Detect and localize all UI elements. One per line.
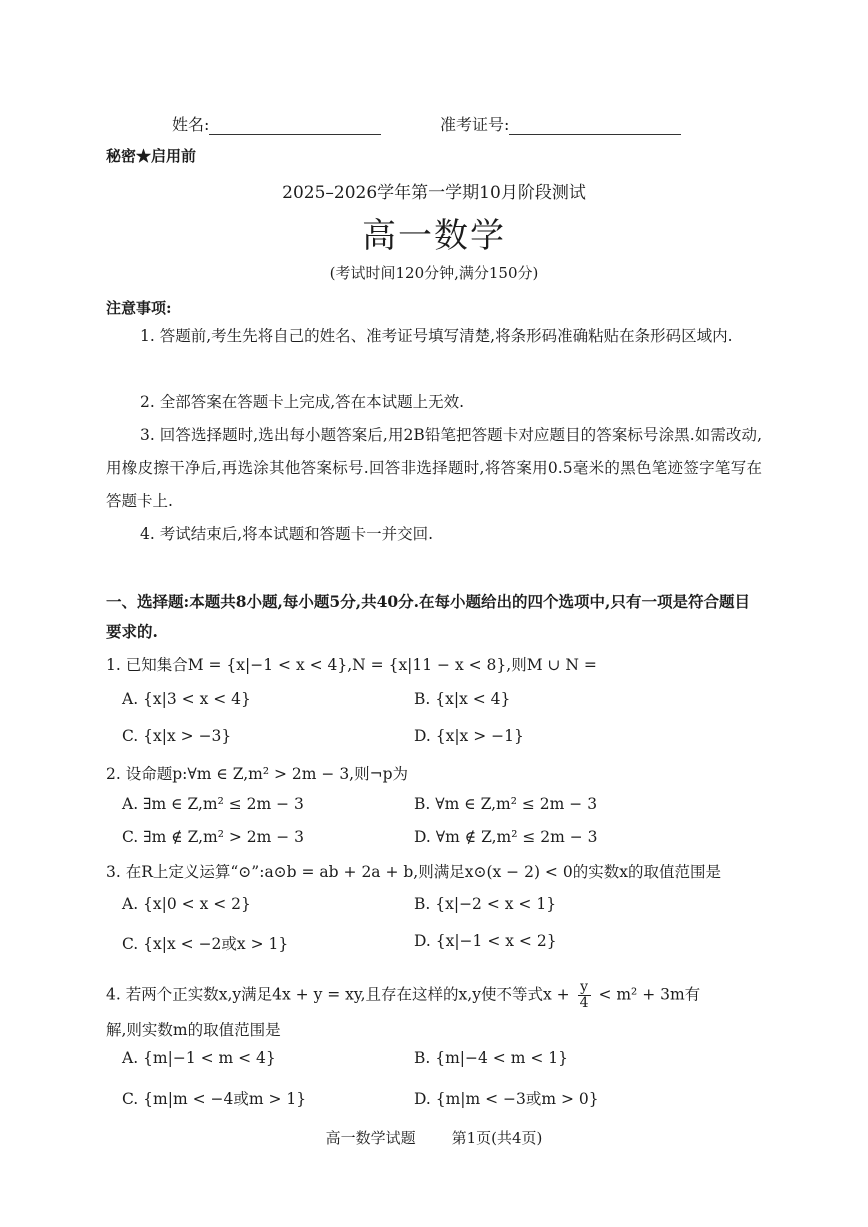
- name-label: 姓名:: [172, 115, 210, 134]
- option-a: A. {x|3 < x < 4}: [122, 690, 251, 708]
- footer-page-number: 第1页(共4页): [451, 1129, 543, 1147]
- notes-heading: 注意事项:: [106, 299, 172, 317]
- option-c: C. {x|x > −3}: [122, 727, 232, 745]
- note-item: 3. 回答选择题时,选出每小题答案后,用2B铅笔把答题卡对应题目的答案标号涂黑.如需改动,用橡皮擦干净后,再选涂其他答案标号.回答非选择题时,将答案用0.5毫米的黑色笔迹签字笔写在答题卡上.: [106, 426, 762, 510]
- option-d: D. {m|m < −3或m > 0}: [414, 1090, 599, 1108]
- option-d: D. ∀m ∉ Z,m² ≤ 2m − 3: [414, 828, 598, 846]
- footer-doc-title: 高一数学试题: [325, 1129, 416, 1147]
- question-stem: 3. 在R上定义运算“⊙”:a⊙b = ab + 2a + b,则满足x⊙(x − 2) < 0的实数x的取值范围是: [106, 863, 721, 881]
- note-item: 1. 答题前,考生先将自己的姓名、准考证号填写清楚,将条形码准确粘贴在条形码区域内.: [140, 327, 733, 345]
- option-a: A. {m|−1 < m < 4}: [122, 1049, 276, 1067]
- page-footer: [0, 1127, 868, 1148]
- note-item: 2. 全部答案在答题卡上完成,答在本试题上无效.: [140, 393, 465, 411]
- exam-title: 高一数学: [362, 216, 506, 256]
- option-a: A. ∃m ∈ Z,m² ≤ 2m − 3: [122, 795, 304, 813]
- fraction: [578, 980, 591, 1011]
- option-c: C. {x|x < −2或x > 1}: [122, 935, 289, 953]
- option-b: B. {x|x < 4}: [414, 690, 511, 708]
- option-b: B. {m|−4 < m < 1}: [414, 1049, 568, 1067]
- option-c: C. {m|m < −4或m > 1}: [122, 1090, 307, 1108]
- note-item: 4. 考试结束后,将本试题和答题卡一并交回.: [140, 525, 434, 543]
- section-heading: 一、选择题:本题共8小题,每小题5分,共40分.在每小题给出的四个选项中,只有一项是符合题目要求的.: [106, 592, 750, 641]
- exam-id-blank: [509, 118, 681, 135]
- option-c: C. ∃m ∉ Z,m² > 2m − 3: [122, 828, 305, 846]
- question-stem-line2: 解,则实数m的取值范围是: [106, 1021, 281, 1039]
- question-stem: 2. 设命题p:∀m ∈ Z,m² > 2m − 3,则¬p为: [106, 765, 409, 783]
- exam-time-info: (考试时间120分钟,满分150分): [329, 264, 539, 282]
- exam-subtitle: 2025–2026学年第一学期10月阶段测试: [282, 183, 586, 203]
- secret-mark: 秘密★启用前: [106, 147, 197, 165]
- option-d: D. {x|−1 < x < 2}: [414, 932, 557, 950]
- fraction-numerator: y: [578, 980, 591, 996]
- question-stem: 4. 若两个正实数x,y满足4x + y = xy,且存在这样的x,y使不等式x + $\frac{y}{4}$ < m² + 3m有: [106, 979, 701, 1011]
- option-d: D. {x|x > −1}: [414, 727, 524, 745]
- exam-id-field: [440, 112, 681, 135]
- option-b: B. ∀m ∈ Z,m² ≤ 2m − 3: [414, 795, 598, 813]
- name-field: [172, 112, 381, 135]
- exam-id-label: 准考证号:: [440, 115, 510, 134]
- option-a: A. {x|0 < x < 2}: [122, 895, 251, 913]
- question-stem: 1. 已知集合M = {x|−1 < x < 4},N = {x|11 − x < 8},则M ∪ N =: [106, 656, 597, 674]
- fraction-denominator: 4: [579, 995, 589, 1011]
- name-blank: [209, 118, 381, 135]
- option-b: B. {x|−2 < x < 1}: [414, 895, 557, 913]
